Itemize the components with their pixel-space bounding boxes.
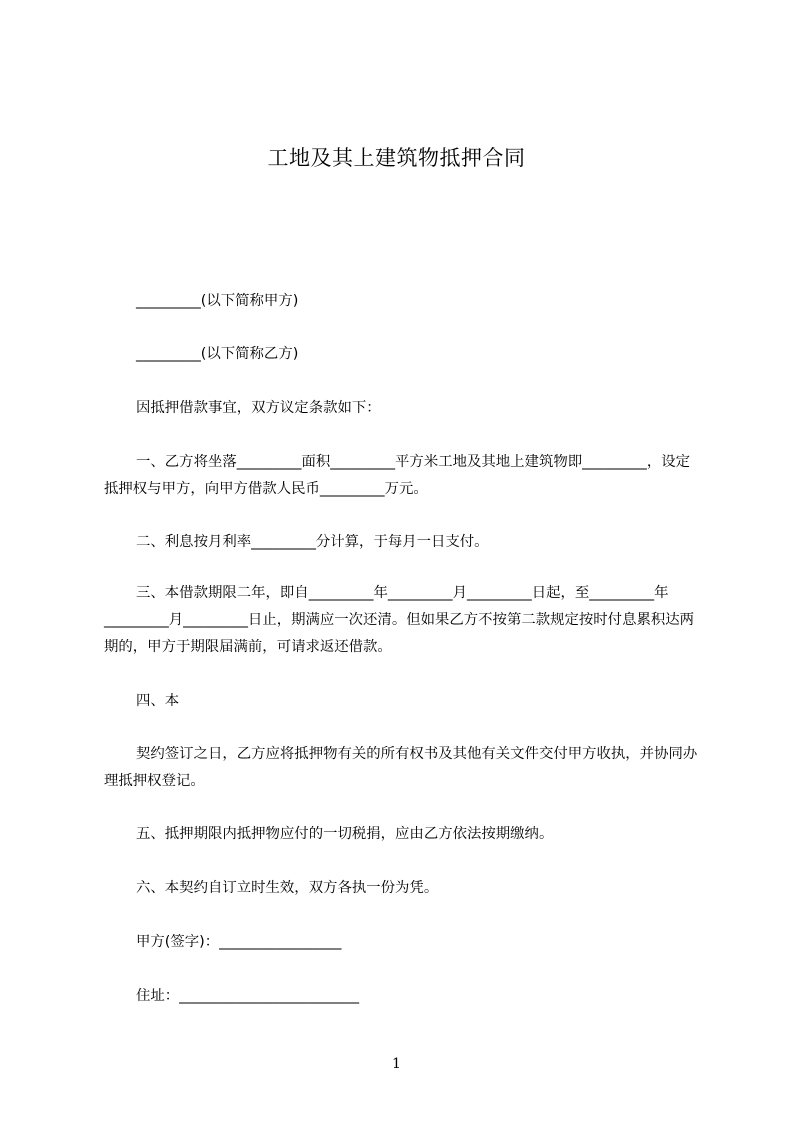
- clause-4-heading: 四、本: [136, 693, 180, 709]
- page-number: 1: [392, 1056, 401, 1072]
- clause-5-paragraph: 五、抵押期限内抵押物应付的一切税捐，应由乙方依法按期缴纳。: [136, 826, 554, 842]
- preamble-paragraph: 因抵押借款事宜，双方议定条款如下：: [136, 400, 381, 416]
- party-b-line: _________(以下简称乙方): [136, 346, 299, 362]
- clause-6-paragraph: 六、本契约自订立时生效，双方各执一份为凭。: [136, 880, 439, 896]
- party-a-line: _________(以下简称甲方): [136, 293, 299, 309]
- clause-2-paragraph: 二、利息按月利率_________分计算，于每月一日支付。: [136, 534, 489, 550]
- address-line: 住址：_________________________: [136, 988, 360, 1004]
- clause-4-paragraph: 契约签订之日，乙方应将抵押物有关的所有权书及其他有关文件交付甲方收执，并协同办理抵押权登记。: [104, 746, 698, 789]
- clause-3-paragraph: 三、本借款期限二年，即自_________年_________月_________日起，至_________年_________月_________日止，期满应一次还清。但如果乙方不按第二款规定按时付息累积达两期的，甲方于期限届满前，可请求返还借款。: [104, 585, 695, 655]
- document-title: 工地及其上建筑物抵押合同: [267, 146, 526, 170]
- clause-1-paragraph: 一、乙方将坐落_________面积_________平方米工地及其地上建筑物即_________，设定抵押权与甲方，向甲方借款人民币_________万元。: [104, 454, 691, 497]
- party-a-signature-line: 甲方(签字)：_________________: [136, 934, 342, 950]
